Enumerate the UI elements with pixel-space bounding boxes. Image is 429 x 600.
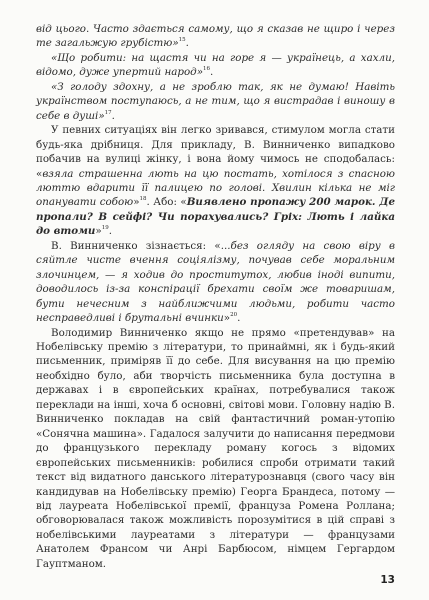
footnote-ref: 18: [139, 196, 147, 203]
text-run: .: [185, 37, 189, 50]
paragraph: [36, 51, 395, 80]
text-run: .: [108, 225, 113, 238]
text-run: . Або: «: [146, 196, 187, 209]
paragraph: [36, 22, 395, 51]
footnote-ref: 19: [101, 225, 109, 232]
text-run: Володимир Винниченко якщо не прямо «претендував» на Нобелівську премію з літератури, то принаймні, як і будь-який письменник, приміряв її до себе. Для висування на цю премію необхідно було, аби творчість письменника була доступна в державах і в європейських країнах, потребувалися також переклади на інші, хоча б основні, світові мови. Головну надію В. Винниченко покладав на свій фантастичний роман-утопію «Сонячна машина». Гадалося залучити до написання передмови до французького перекладу роману когось з відомих європейських письменників: робилися спроби отримати такий текст від видатного данського літературознавця (свого часу він кандидував на Нобелівську премію) Георга Брандеса, потому — від лауреата Нобелівської премії, француза Ромена Роллана; обговорювалася також можливість порозумітися в цій справі з нобелівськими лауреатами з літератури — французами Анатолем Франсом чи Анрі Барбюсом, німцем Гергардом Гауптманом.: [36, 326, 395, 570]
text-run: »: [133, 196, 140, 209]
emphasis-text: «Що робити: на щастя чи на горе я — українець, а хахли, відомо, дуже упертий народ»: [36, 51, 395, 79]
paragraph: [36, 239, 395, 326]
text-run: У певних ситуаціях він легко зривався, стимулом могла стати будь-яка дрібниця. Для прикладу, В. Винниченко випадково побачив на вулиці жінку, і вона йому чимось не сподобалась: «: [36, 124, 395, 180]
emphasis-text: «З голоду здохну, а не зроблю так, як не думаю! Навіть українством поступаюсь, а не тим, що я вистрадав і виношу в себе в душі»: [36, 80, 395, 122]
paragraph: [36, 326, 395, 572]
emphasis-text: взяла страшенна лють на цю постать, хотілося з спасною люттю вдарити її палицею по голові. Хвилин кілька не міг опанувати собою: [36, 167, 395, 209]
footnote-ref: 17: [104, 109, 112, 116]
emphasis-text: Виявлено пропажу 200 марок. Де пропали? В сейфі? Чи порахувались? Гріх: Лють і лайка до втоми: [36, 196, 395, 238]
text-run: .: [237, 312, 241, 325]
text-run: В. Винниченко зізнається: «: [51, 239, 221, 252]
footnote-ref: 16: [203, 66, 210, 73]
text-run: »: [95, 225, 102, 238]
footnote-ref: 20: [230, 312, 238, 319]
paragraph: [36, 80, 395, 123]
page-number: 13: [380, 574, 395, 586]
footnote-ref: 15: [178, 37, 186, 44]
emphasis-text: ...без огляду на свою віру в сяйтле чисте вчення соціялізму, почував себе моральним злочинцем, — я ходив до проститутох, любив іноді випити, доводилось із-за конспірації брехати своїм же товаришам, бути нечесним з найближчими людьми, робити часто несправедливі і брутальні вчинки: [36, 239, 395, 325]
text-run: .: [210, 66, 214, 79]
body-text: [36, 22, 395, 571]
text-run: .: [111, 109, 115, 122]
paragraph: [36, 123, 395, 239]
emphasis-text: від цього. Часто здається самому, що я сказав не щиро і через те загальжую грубістю»: [36, 23, 395, 50]
text-run: »: [223, 312, 231, 325]
